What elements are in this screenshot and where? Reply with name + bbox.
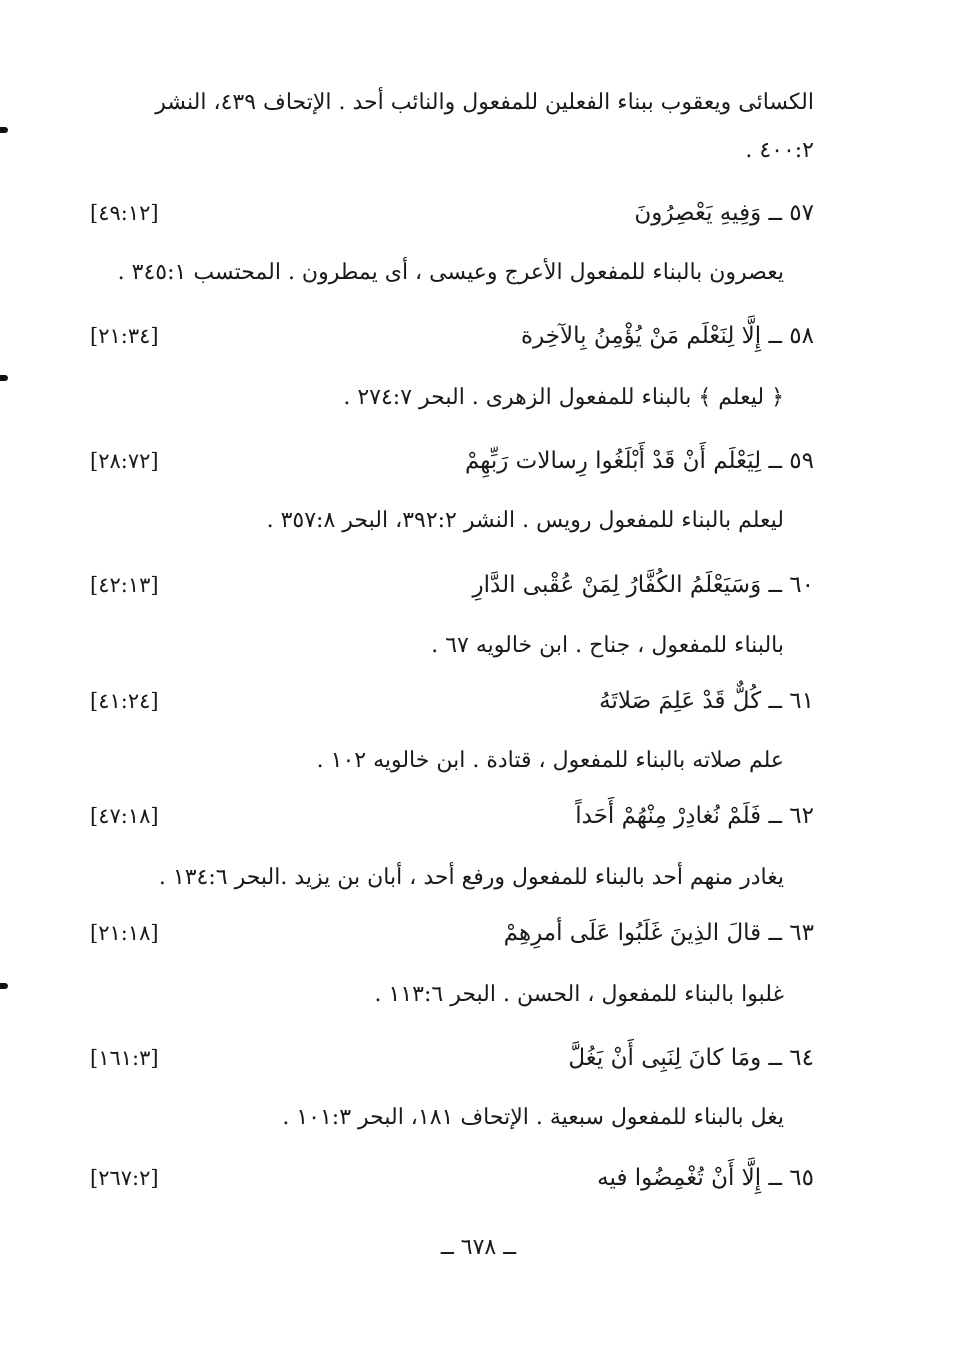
entry-62 (90, 793, 814, 839)
verse-text: ٦١ ــ كُلٌّ قَدْ عَلِمَ صَلاتَهُ (599, 688, 814, 714)
verse-text: ٦٢ ــ فَلَمْ نُغادِرْ مِنْهُمْ أَحَداً (575, 803, 814, 829)
verse-reference: [٤٢:١٣] (90, 573, 159, 597)
entry-note: يغادر منهم أحد بالبناء للمفعول ورفع أحد ، أبان بن يزيد .البحر ١٣٤:٦ . (158, 865, 784, 890)
verse-reference: [١٦١:٣] (90, 1046, 159, 1070)
continuation-line: الكسائى ويعقوب ببناء الفعلين للمفعول والنائب أحد . الإتحاف ٤٣٩، النشر (155, 90, 814, 115)
entry-65 (90, 1155, 814, 1201)
verse-text: ٦٠ ــ وَسَيَعْلَمُ الكُفَّارُ لِمَنْ عُقْبى الدَّارِ (472, 572, 814, 598)
continuation-line: ٤٠٠:٢ . (745, 138, 814, 163)
entry-60 (90, 562, 814, 608)
verse-text: ٦٤ ــ ومَا كانَ لِنَبِى أَنْ يَغُلَّ (568, 1045, 814, 1071)
entry-note: علم صلاته بالبناء للمفعول ، قتادة . ابن خالويه ١٠٢ . (316, 748, 784, 773)
margin-mark (0, 983, 8, 989)
entry-note: غلبوا بالبناء للمفعول ، الحسن . البحر ١١٣:٦ . (374, 982, 784, 1007)
entry-note: يعصرون بالبناء للمفعول الأعرج وعيسى ، أى يمطرون . المحتسب ٣٤٥:١ . (117, 260, 784, 285)
entry-64 (90, 1035, 814, 1081)
margin-mark (0, 375, 8, 381)
entry-61 (90, 678, 814, 724)
entry-63 (90, 910, 814, 956)
verse-text: ٥٩ ــ لِيَعْلَم أَنْ قَدْ أَبْلَغُوا رِسالات رَبِّهِمْ (464, 448, 814, 474)
entry-59 (90, 438, 814, 484)
verse-reference: [٢١:٣٤] (90, 324, 159, 348)
verse-reference: [٤٧:١٨] (90, 804, 159, 828)
margin-mark (0, 127, 8, 133)
verse-reference: [٤٩:١٢] (90, 201, 159, 225)
verse-reference: [٢٦٧:٢] (90, 1166, 159, 1190)
page-number: ــ ٦٧٨ ــ (440, 1235, 517, 1260)
entry-note: ليعلم بالبناء للمفعول رويس . النشر ٣٩٢:٢، البحر ٣٥٧:٨ . (266, 508, 784, 533)
verse-reference: [٤١:٢٤] (90, 689, 159, 713)
entry-note: ﴿ ليعلم ﴾ بالبناء للمفعول الزهرى . البحر ٢٧٤:٧ . (343, 385, 784, 410)
verse-text: ٥٧ ــ وَفِيهِ يَعْصِرُونَ (634, 200, 814, 226)
verse-text: ٦٥ ــ إِلَّا أَنْ تُغْمِضُوا فيه (597, 1165, 814, 1191)
verse-reference: [٢٨:٧٢] (90, 449, 159, 473)
entry-note: يغل بالبناء للمفعول سبعية . الإتحاف ١٨١، البحر ١٠١:٣ . (282, 1105, 784, 1130)
entry-note: بالبناء للمفعول ، جناح . ابن خالويه ٦٧ . (431, 633, 784, 658)
verse-text: ٦٣ ــ قالَ الذِينَ غَلَبُوا عَلَى أمرِهِمْ (503, 920, 814, 946)
entry-58 (90, 313, 814, 359)
entry-57 (90, 190, 814, 236)
verse-text: ٥٨ ــ إِلَّا لِنَعْلَم مَنْ يُؤْمِنُ بِالآخِرة (521, 323, 814, 349)
verse-reference: [٢١:١٨] (90, 921, 159, 945)
